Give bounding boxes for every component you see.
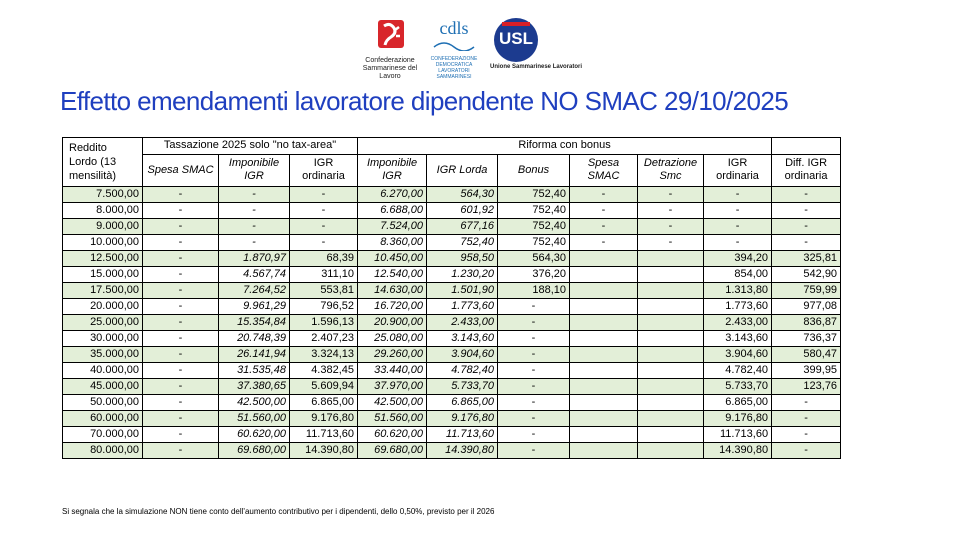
table-cell: - <box>498 331 570 347</box>
table-cell: 9.176,80 <box>704 411 772 427</box>
table-cell: 958,50 <box>427 251 498 267</box>
table-cell: - <box>219 235 290 251</box>
table-cell: 80.000,00 <box>63 443 143 459</box>
table-cell <box>570 267 638 283</box>
table-cell: - <box>638 203 704 219</box>
header-empty <box>772 138 841 155</box>
table-cell: 25.000,00 <box>63 315 143 331</box>
cdls-name: CONFEDERAZIONE DEMOCRATICA LAVORATORI SAMMARINESI <box>430 56 478 80</box>
table-cell: - <box>772 411 841 427</box>
table-row <box>63 235 841 251</box>
table-cell: - <box>638 219 704 235</box>
table-cell: 6.270,00 <box>358 187 427 203</box>
table-cell: 4.782,40 <box>427 363 498 379</box>
table-cell: - <box>498 411 570 427</box>
column-header: Spesa SMAC <box>570 154 638 186</box>
table-cell: - <box>772 219 841 235</box>
table-cell: 60.620,00 <box>358 427 427 443</box>
table-cell: 836,87 <box>772 315 841 331</box>
table-cell: - <box>143 283 219 299</box>
table-cell: - <box>143 187 219 203</box>
table-row <box>63 299 841 315</box>
table-cell: 5.733,70 <box>427 379 498 395</box>
table-cell <box>570 379 638 395</box>
table-cell: 325,81 <box>772 251 841 267</box>
table-cell: 6.688,00 <box>358 203 427 219</box>
table-cell <box>638 267 704 283</box>
table-cell <box>638 443 704 459</box>
table-row <box>63 331 841 347</box>
table-cell: - <box>498 443 570 459</box>
table-cell: 8.360,00 <box>358 235 427 251</box>
table-cell <box>638 251 704 267</box>
table-cell: - <box>704 203 772 219</box>
table-cell: 17.500,00 <box>63 283 143 299</box>
table-cell: 9.176,80 <box>290 411 358 427</box>
table-cell: 15.354,84 <box>219 315 290 331</box>
table-cell: 42.500,00 <box>358 395 427 411</box>
table-cell: 977,08 <box>772 299 841 315</box>
table-cell: 580,47 <box>772 347 841 363</box>
table-cell: 542,90 <box>772 267 841 283</box>
table-cell: - <box>498 363 570 379</box>
table-cell: - <box>143 427 219 443</box>
column-header: IGR Lorda <box>427 154 498 186</box>
table-cell <box>570 347 638 363</box>
header-reddito: Reddito Lordo (13 mensilità) <box>63 138 143 187</box>
table-cell: 1.313,80 <box>704 283 772 299</box>
table-row <box>63 363 841 379</box>
table-cell: 9.176,80 <box>427 411 498 427</box>
table-cell: 9.000,00 <box>63 219 143 235</box>
table-cell: 564,30 <box>427 187 498 203</box>
table-cell <box>570 315 638 331</box>
table-cell: 6.865,00 <box>290 395 358 411</box>
table-cell: 14.390,80 <box>427 443 498 459</box>
usl-circle-icon <box>494 18 538 62</box>
table-cell: 35.000,00 <box>63 347 143 363</box>
csdl-logo <box>355 18 425 81</box>
table-cell: 10.000,00 <box>63 235 143 251</box>
table-row <box>63 347 841 363</box>
table-cell: 40.000,00 <box>63 363 143 379</box>
table-cell: 42.500,00 <box>219 395 290 411</box>
table-cell <box>638 379 704 395</box>
table-cell: 3.904,60 <box>704 347 772 363</box>
table-cell <box>570 331 638 347</box>
table-cell: 4.567,74 <box>219 267 290 283</box>
table-cell: 564,30 <box>498 251 570 267</box>
table-cell: - <box>143 347 219 363</box>
table-cell: - <box>498 299 570 315</box>
table-cell: - <box>772 395 841 411</box>
table-cell: 12.540,00 <box>358 267 427 283</box>
table-cell <box>638 363 704 379</box>
table-cell: - <box>570 203 638 219</box>
table-cell: - <box>772 203 841 219</box>
table-cell <box>570 299 638 315</box>
table-row <box>63 427 841 443</box>
table-cell: 4.382,45 <box>290 363 358 379</box>
table-cell: - <box>638 187 704 203</box>
table-cell: 752,40 <box>498 219 570 235</box>
table-cell: - <box>704 219 772 235</box>
table-cell: 3.143,60 <box>704 331 772 347</box>
table-cell: 37.380,65 <box>219 379 290 395</box>
table-cell: 51.560,00 <box>358 411 427 427</box>
table-cell: 20.000,00 <box>63 299 143 315</box>
table-cell: 29.260,00 <box>358 347 427 363</box>
table-cell: 3.324,13 <box>290 347 358 363</box>
table-cell: 69.680,00 <box>219 443 290 459</box>
table-cell: - <box>143 411 219 427</box>
table-cell: - <box>498 347 570 363</box>
table-cell: 752,40 <box>427 235 498 251</box>
table-cell <box>570 251 638 267</box>
page-title: Effetto emendamenti lavoratore dipendente NO SMAC 29/10/2025 <box>60 86 789 116</box>
table-cell: - <box>143 251 219 267</box>
table-cell: 11.713,60 <box>427 427 498 443</box>
table-cell: - <box>772 187 841 203</box>
column-header: Detrazione Smc <box>638 154 704 186</box>
table-cell: - <box>143 395 219 411</box>
table-cell: 123,76 <box>772 379 841 395</box>
table-cell: 399,95 <box>772 363 841 379</box>
table-cell: 736,37 <box>772 331 841 347</box>
table-cell: 7.264,52 <box>219 283 290 299</box>
table-cell: - <box>498 395 570 411</box>
table-row <box>63 187 841 203</box>
table-cell: - <box>290 219 358 235</box>
table-cell: 1.596,13 <box>290 315 358 331</box>
table-cell: 5.609,94 <box>290 379 358 395</box>
table-cell: 70.000,00 <box>63 427 143 443</box>
table-cell: - <box>570 219 638 235</box>
table-cell: - <box>143 219 219 235</box>
table-cell: 14.390,80 <box>704 443 772 459</box>
table-cell: 394,20 <box>704 251 772 267</box>
table-cell <box>638 299 704 315</box>
table-cell: - <box>143 235 219 251</box>
table-cell: 4.782,40 <box>704 363 772 379</box>
column-header: Diff. IGR ordinaria <box>772 154 841 186</box>
header-tassazione: Tassazione 2025 solo "no tax-area" <box>143 138 358 155</box>
table-cell: 759,99 <box>772 283 841 299</box>
usl-mark: USL <box>499 29 533 48</box>
table-cell: 33.440,00 <box>358 363 427 379</box>
table-cell <box>570 443 638 459</box>
usl-logo <box>490 18 600 71</box>
column-header: Imponibile IGR <box>219 154 290 186</box>
cdls-logo <box>428 18 480 80</box>
table-cell: 2.433,00 <box>704 315 772 331</box>
table-cell: - <box>570 187 638 203</box>
table-cell: - <box>143 203 219 219</box>
table-cell: - <box>772 443 841 459</box>
table-cell <box>638 315 704 331</box>
cdls-mark: cdls <box>439 18 469 38</box>
table-cell: 1.773,60 <box>704 299 772 315</box>
table-cell: - <box>143 315 219 331</box>
csdl-emblem-icon <box>355 18 425 52</box>
cdls-waves-icon <box>428 41 480 51</box>
table-cell: 5.733,70 <box>704 379 772 395</box>
table-cell: 854,00 <box>704 267 772 283</box>
column-header: Bonus <box>498 154 570 186</box>
table-cell <box>638 427 704 443</box>
table-cell: - <box>143 267 219 283</box>
table-cell: 752,40 <box>498 187 570 203</box>
table-cell <box>638 347 704 363</box>
table-cell: - <box>290 187 358 203</box>
table-cell: 2.407,23 <box>290 331 358 347</box>
table-cell: - <box>143 299 219 315</box>
table-cell: 20.900,00 <box>358 315 427 331</box>
table-cell: 50.000,00 <box>63 395 143 411</box>
table-cell: 8.000,00 <box>63 203 143 219</box>
table-cell: 6.865,00 <box>427 395 498 411</box>
table-cell: - <box>143 379 219 395</box>
table-cell: 14.630,00 <box>358 283 427 299</box>
table-cell: 601,92 <box>427 203 498 219</box>
table-cell <box>638 283 704 299</box>
table-cell: 677,16 <box>427 219 498 235</box>
table-cell: 12.500,00 <box>63 251 143 267</box>
table-row <box>63 251 841 267</box>
table-cell: 3.904,60 <box>427 347 498 363</box>
table-row <box>63 379 841 395</box>
table-cell: 69.680,00 <box>358 443 427 459</box>
column-header: IGR ordinaria <box>704 154 772 186</box>
table-cell: 553,81 <box>290 283 358 299</box>
tax-table <box>62 137 841 459</box>
table-cell <box>638 331 704 347</box>
table-cell: - <box>219 219 290 235</box>
column-header: Spesa SMAC <box>143 154 219 186</box>
table-row <box>63 395 841 411</box>
table-row <box>63 283 841 299</box>
table-cell <box>570 283 638 299</box>
table-cell: - <box>290 235 358 251</box>
table-cell: - <box>638 235 704 251</box>
table-cell: 1.773,60 <box>427 299 498 315</box>
table-cell <box>570 411 638 427</box>
table-cell: - <box>498 379 570 395</box>
csdl-name: Confederazione Sammarinese del Lavoro <box>362 57 418 80</box>
table-cell: 6.865,00 <box>704 395 772 411</box>
table-cell: - <box>290 203 358 219</box>
table-cell: - <box>143 331 219 347</box>
table-cell <box>570 363 638 379</box>
table-cell: - <box>143 443 219 459</box>
header-riforma: Riforma con bonus <box>358 138 772 155</box>
table-cell: 2.433,00 <box>427 315 498 331</box>
table-cell: - <box>570 235 638 251</box>
table-cell: 752,40 <box>498 203 570 219</box>
table-row <box>63 443 841 459</box>
table-cell: 1.501,90 <box>427 283 498 299</box>
table-cell: 45.000,00 <box>63 379 143 395</box>
table-cell: 9.961,29 <box>219 299 290 315</box>
table-cell: 10.450,00 <box>358 251 427 267</box>
table-cell: 188,10 <box>498 283 570 299</box>
table-cell <box>638 395 704 411</box>
table-cell: - <box>772 235 841 251</box>
table-cell: 796,52 <box>290 299 358 315</box>
table-cell: 37.970,00 <box>358 379 427 395</box>
table-cell: - <box>498 315 570 331</box>
table-cell: 16.720,00 <box>358 299 427 315</box>
table-cell: 1.230,20 <box>427 267 498 283</box>
table-cell: 14.390,80 <box>290 443 358 459</box>
table-cell: 60.620,00 <box>219 427 290 443</box>
table-cell: 20.748,39 <box>219 331 290 347</box>
table-cell: 31.535,48 <box>219 363 290 379</box>
table-row <box>63 267 841 283</box>
table-cell: - <box>143 363 219 379</box>
table-cell: - <box>704 235 772 251</box>
table-cell: - <box>219 203 290 219</box>
table-cell <box>570 395 638 411</box>
table-cell: 376,20 <box>498 267 570 283</box>
table-cell <box>570 427 638 443</box>
column-header: IGR ordinaria <box>290 154 358 186</box>
table-cell: 1.870,97 <box>219 251 290 267</box>
table-row <box>63 203 841 219</box>
table-cell: - <box>498 427 570 443</box>
table-cell: 7.524,00 <box>358 219 427 235</box>
table-row <box>63 411 841 427</box>
footnote: Si segnala che la simulazione NON tiene conto dell'aumento contributivo per i dipendenti, dello 0,50%, previsto per il 2026 <box>62 507 495 516</box>
table-cell: 68,39 <box>290 251 358 267</box>
table-cell: - <box>704 187 772 203</box>
table-cell: 11.713,60 <box>290 427 358 443</box>
table-cell: 60.000,00 <box>63 411 143 427</box>
table-cell: 51.560,00 <box>219 411 290 427</box>
table-cell: 3.143,60 <box>427 331 498 347</box>
table-cell: - <box>772 427 841 443</box>
table-cell <box>638 411 704 427</box>
table-cell: 311,10 <box>290 267 358 283</box>
table-cell: 15.000,00 <box>63 267 143 283</box>
table-cell: 25.080,00 <box>358 331 427 347</box>
table-cell: 26.141,94 <box>219 347 290 363</box>
logos-bar <box>340 18 600 80</box>
table-cell: 30.000,00 <box>63 331 143 347</box>
usl-name: Unione Sammarinese Lavoratori <box>490 64 583 70</box>
table-cell: 7.500,00 <box>63 187 143 203</box>
table-row <box>63 219 841 235</box>
table-row <box>63 315 841 331</box>
table-cell: 752,40 <box>498 235 570 251</box>
column-header: Imponibile IGR <box>358 154 427 186</box>
table-cell: 11.713,60 <box>704 427 772 443</box>
table-cell: - <box>219 187 290 203</box>
